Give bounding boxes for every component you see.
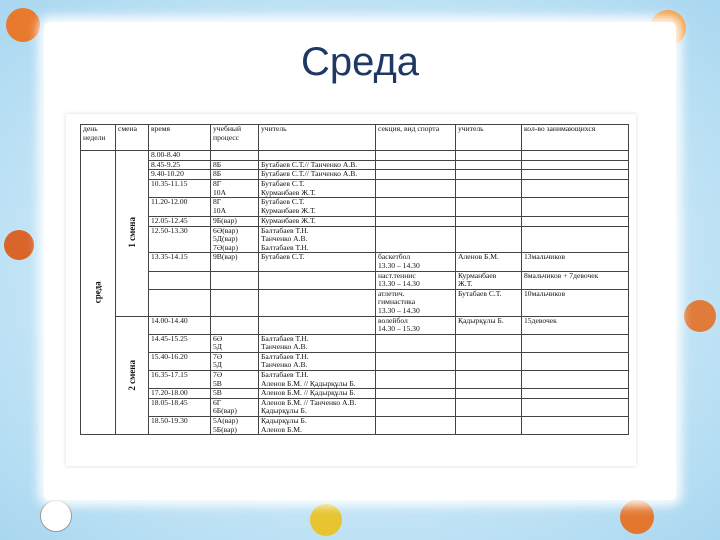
- teacher2-cell: [456, 226, 522, 253]
- teacher2-cell: [456, 160, 522, 170]
- section-cell: [376, 180, 456, 198]
- proc-cell: 8Г 10А: [211, 198, 259, 216]
- teacher2-cell: Бутабаев С.Т.: [456, 289, 522, 316]
- proc-cell: 6Ә(вар) 5Д(вар) 7Ә(вар): [211, 226, 259, 253]
- section-cell: волейбол 14.30 – 15.30: [376, 316, 456, 334]
- proc-cell: 7Ә 5Д: [211, 352, 259, 370]
- count-cell: 15девочек: [522, 316, 629, 334]
- section-cell: атлетич. гимнастика 13.30 – 14.30: [376, 289, 456, 316]
- count-cell: [522, 216, 629, 226]
- section-cell: [376, 417, 456, 435]
- time-cell: [149, 271, 211, 289]
- time-cell: 14.00-14.40: [149, 316, 211, 334]
- proc-cell: 7Ә 5В: [211, 371, 259, 389]
- table-row: [81, 352, 629, 370]
- proc-cell: 6Г 6Б(вар): [211, 398, 259, 416]
- table-row: [81, 180, 629, 198]
- teacher2-cell: [456, 417, 522, 435]
- table-row: [81, 170, 629, 180]
- time-cell: 10.35-11.15: [149, 180, 211, 198]
- time-cell: 15.40-16.20: [149, 352, 211, 370]
- teacher2-cell: [456, 398, 522, 416]
- ball-icon: [4, 230, 34, 260]
- count-cell: [522, 334, 629, 352]
- shift-cell: [116, 316, 149, 435]
- table-row: [81, 160, 629, 170]
- proc-cell: [211, 289, 259, 316]
- header-cell: время: [149, 125, 211, 151]
- proc-cell: [211, 316, 259, 334]
- ball-icon: [6, 8, 40, 42]
- teacher-cell: Бутабаев С.Т.: [259, 253, 376, 271]
- time-cell: 9.40-10.20: [149, 170, 211, 180]
- teacher2-cell: [456, 170, 522, 180]
- section-cell: наст.теннис 13.30 – 14.30: [376, 271, 456, 289]
- time-cell: 17.20-18.00: [149, 389, 211, 399]
- time-cell: 18.50-19.30: [149, 417, 211, 435]
- section-cell: [376, 352, 456, 370]
- teacher2-cell: [456, 389, 522, 399]
- teacher-cell: Бутабаев С.Т. Курманбаев Ж.Т.: [259, 198, 376, 216]
- ball-icon: [310, 504, 342, 536]
- table-row: [81, 151, 629, 161]
- proc-cell: 9В(вар): [211, 253, 259, 271]
- ball-icon: [684, 300, 716, 332]
- table-row: [81, 316, 629, 334]
- table-row: [81, 371, 629, 389]
- teacher-cell: Бутабаев С.Т. Курманбаев Ж.Т.: [259, 180, 376, 198]
- section-cell: [376, 216, 456, 226]
- table-row: [81, 334, 629, 352]
- teacher-cell: Аленов Б.М. // Танченко А.В. Қадырқұлы Б.: [259, 398, 376, 416]
- header-cell: секция, вид спорта: [376, 125, 456, 151]
- teacher2-cell: [456, 371, 522, 389]
- teacher2-cell: [456, 334, 522, 352]
- schedule-table-container: [66, 114, 636, 466]
- teacher-cell: Балтабаев Т.Н. Танченко А.В.: [259, 334, 376, 352]
- time-cell: [149, 289, 211, 316]
- teacher-cell: [259, 271, 376, 289]
- shift-label: 1 смена: [126, 217, 137, 249]
- time-cell: 8.45-9.25: [149, 160, 211, 170]
- teacher-cell: Балтабаев Т.Н. Танченко А.В. Балтабаев Т.Н.: [259, 226, 376, 253]
- proc-cell: 5В: [211, 389, 259, 399]
- teacher2-cell: [456, 216, 522, 226]
- teacher-cell: Курманбаев Ж.Т.: [259, 216, 376, 226]
- table-row: [81, 226, 629, 253]
- teacher2-cell: [456, 198, 522, 216]
- table-row: [81, 398, 629, 416]
- proc-cell: 6Ә 5Д: [211, 334, 259, 352]
- section-cell: [376, 226, 456, 253]
- table-row: [81, 289, 629, 316]
- count-cell: [522, 398, 629, 416]
- shift-label: 2 смена: [126, 359, 137, 391]
- header-cell: учитель: [259, 125, 376, 151]
- count-cell: 13мальчиков: [522, 253, 629, 271]
- ball-icon: [40, 500, 72, 532]
- day-label: среда: [92, 281, 103, 304]
- day-cell: [81, 151, 116, 435]
- section-cell: [376, 160, 456, 170]
- count-cell: [522, 352, 629, 370]
- count-cell: [522, 417, 629, 435]
- teacher-cell: Балтабаев Т.Н. Танченко А.В.: [259, 352, 376, 370]
- proc-cell: 5А(вар) 5Б(вар): [211, 417, 259, 435]
- section-cell: [376, 389, 456, 399]
- table-header-row: [81, 125, 629, 151]
- count-cell: [522, 226, 629, 253]
- teacher2-cell: [456, 352, 522, 370]
- proc-cell: [211, 271, 259, 289]
- section-cell: баскетбол 13.30 – 14.30: [376, 253, 456, 271]
- header-cell: день недели: [81, 125, 116, 151]
- proc-cell: 8Г 10А: [211, 180, 259, 198]
- count-cell: 10мальчиков: [522, 289, 629, 316]
- proc-cell: 8Б: [211, 160, 259, 170]
- count-cell: [522, 170, 629, 180]
- section-cell: [376, 151, 456, 161]
- proc-cell: 9Б(вар): [211, 216, 259, 226]
- table-row: [81, 271, 629, 289]
- time-cell: 11.20-12.00: [149, 198, 211, 216]
- header-cell: смена: [116, 125, 149, 151]
- teacher2-cell: Аленов Б.М.: [456, 253, 522, 271]
- teacher-cell: Аленов Б.М. // Қадырқұлы Б.: [259, 389, 376, 399]
- section-cell: [376, 198, 456, 216]
- proc-cell: [211, 151, 259, 161]
- time-cell: 18.05-18.45: [149, 398, 211, 416]
- teacher-cell: Бутабаев С.Т.// Танченко А.В.: [259, 160, 376, 170]
- table-row: [81, 389, 629, 399]
- count-cell: [522, 180, 629, 198]
- time-cell: 13.35-14.15: [149, 253, 211, 271]
- teacher2-cell: Курманбаев Ж.Т.: [456, 271, 522, 289]
- schedule-table: [80, 124, 629, 435]
- table-row: [81, 216, 629, 226]
- time-cell: 12.05-12.45: [149, 216, 211, 226]
- slide-title: Среда: [300, 40, 420, 84]
- count-cell: [522, 151, 629, 161]
- time-cell: 16.35-17.15: [149, 371, 211, 389]
- teacher-cell: Қадырқұлы Б. Аленов Б.М.: [259, 417, 376, 435]
- teacher2-cell: Қадырқұлы Б.: [456, 316, 522, 334]
- time-cell: 14.45-15.25: [149, 334, 211, 352]
- table-row: [81, 417, 629, 435]
- table-row: [81, 198, 629, 216]
- teacher-cell: Балтабаев Т.Н. Аленов Б.М. // Қадырқұлы Б.: [259, 371, 376, 389]
- count-cell: [522, 198, 629, 216]
- teacher2-cell: [456, 151, 522, 161]
- header-cell: учебный процесс: [211, 125, 259, 151]
- proc-cell: 8Б: [211, 170, 259, 180]
- teacher2-cell: [456, 180, 522, 198]
- count-cell: 8мальчиков + 7девочек: [522, 271, 629, 289]
- time-cell: 12.50-13.30: [149, 226, 211, 253]
- count-cell: [522, 389, 629, 399]
- count-cell: [522, 160, 629, 170]
- header-cell: кол-во занимающихся: [522, 125, 629, 151]
- shift-cell: [116, 151, 149, 317]
- section-cell: [376, 334, 456, 352]
- table-body: [81, 151, 629, 435]
- table-row: [81, 253, 629, 271]
- time-cell: 8.00-8.40: [149, 151, 211, 161]
- section-cell: [376, 398, 456, 416]
- ball-icon: [620, 500, 654, 534]
- count-cell: [522, 371, 629, 389]
- teacher-cell: [259, 289, 376, 316]
- section-cell: [376, 371, 456, 389]
- section-cell: [376, 170, 456, 180]
- teacher-cell: [259, 151, 376, 161]
- header-cell: учитель: [456, 125, 522, 151]
- teacher-cell: Бутабаев С.Т.// Танченко А.В.: [259, 170, 376, 180]
- teacher-cell: [259, 316, 376, 334]
